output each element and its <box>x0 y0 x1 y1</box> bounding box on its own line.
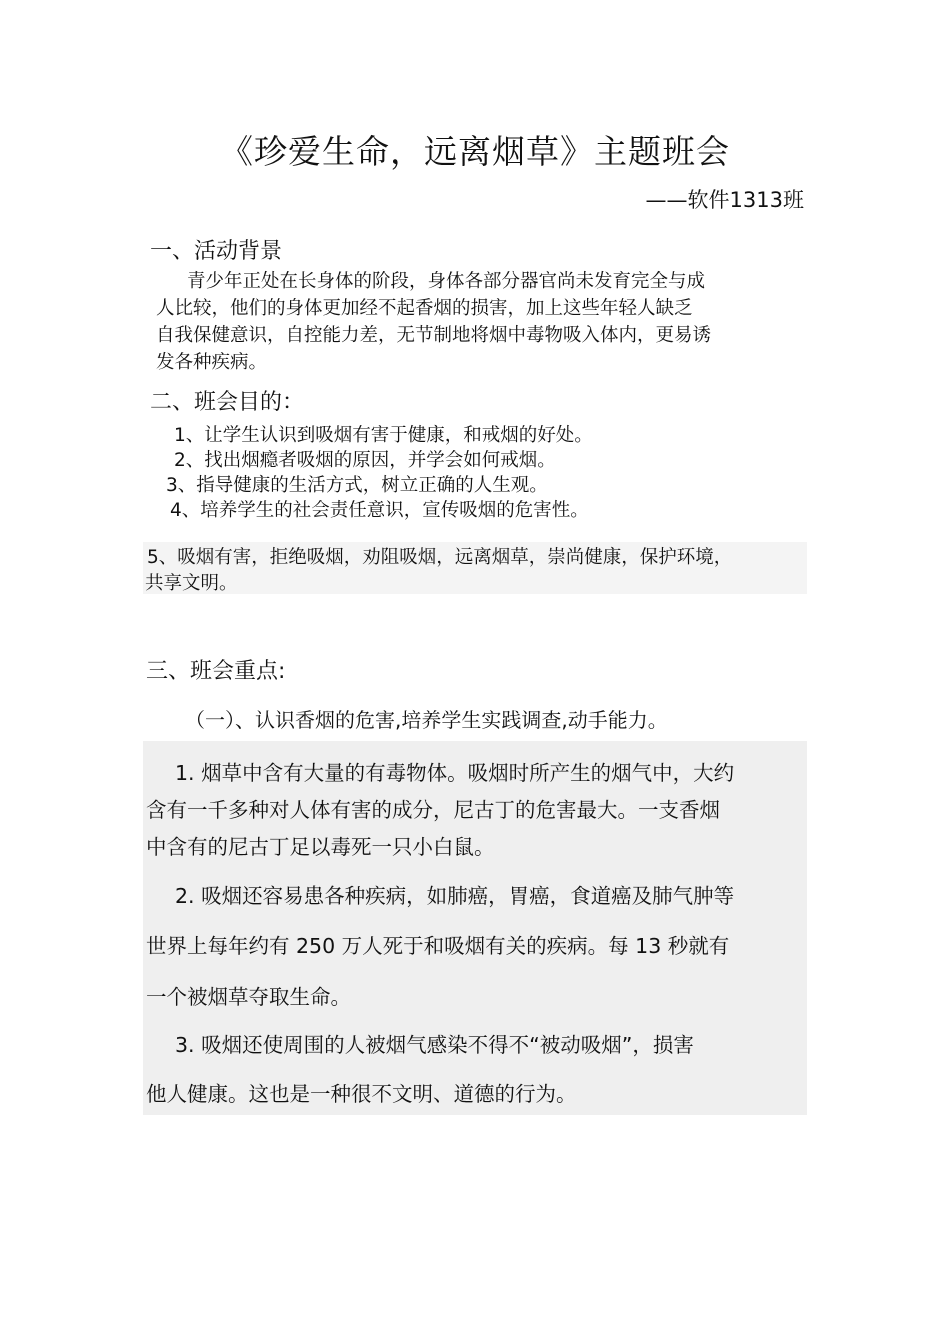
section1-line: 青少年正处在长身体的阶段，身体各部分器官尚未发育完全与成 <box>187 271 706 292</box>
harm-para1-line: 含有一千多种对人体有害的成分，尼古丁的危害最大。一支香烟 <box>146 798 720 822</box>
harm-para2-line: 世界上每年约有 250 万人死于和吸烟有关的疾病。每 13 秒就有 <box>146 934 730 958</box>
goal-item: 4、培养学生的社会责任意识，宣传吸烟的危害性。 <box>170 500 589 521</box>
harm-para2-line: 2. 吸烟还容易患各种疾病，如肺癌，胃癌，食道癌及肺气肿等 <box>175 884 735 908</box>
goal-item: 5、吸烟有害，拒绝吸烟，劝阻吸烟，远离烟草，崇尚健康，保护环境， <box>147 547 733 568</box>
harm-para1-line: 中含有的尼古丁足以毒死一只小白鼠。 <box>146 835 495 859</box>
goal-item: 2、找出烟瘾者吸烟的原因，并学会如何戒烟。 <box>174 450 556 471</box>
goal-item: 1、让学生认识到吸烟有害于健康，和戒烟的好处。 <box>174 425 593 446</box>
goal-item: 3、指导健康的生活方式，树立正确的人生观。 <box>166 475 548 496</box>
class-byline: ——软件1313班 <box>645 188 804 212</box>
goal-item: 共享文明。 <box>145 573 238 594</box>
section3-subheading: （一）、认识香烟的危害,培养学生实践调查,动手能力。 <box>185 708 668 732</box>
section1-line: 人比较，他们的身体更加经不起香烟的损害，加上这些年轻人缺乏 <box>156 298 693 319</box>
section1-line: 自我保健意识，自控能力差，无节制地将烟中毒物吸入体内，更易诱 <box>156 325 712 346</box>
page-title: 《珍爱生命，远离烟草》主题班会 <box>220 132 730 171</box>
section1-heading: 一、活动背景 <box>150 239 283 264</box>
section1-line: 发各种疾病。 <box>156 352 268 373</box>
section3-heading: 三、班会重点: <box>146 659 286 684</box>
harm-para3-line: 3. 吸烟还使周围的人被烟气感染不得不“被动吸烟”，损害 <box>175 1033 694 1057</box>
harm-para2-line: 一个被烟草夺取生命。 <box>146 985 351 1009</box>
harm-para3-line: 他人健康。这也是一种很不文明、道德的行为。 <box>146 1082 577 1106</box>
section2-heading: 二、班会目的： <box>150 390 305 415</box>
harm-para1-line: 1. 烟草中含有大量的有毒物体。吸烟时所产生的烟气中，大约 <box>175 761 735 785</box>
